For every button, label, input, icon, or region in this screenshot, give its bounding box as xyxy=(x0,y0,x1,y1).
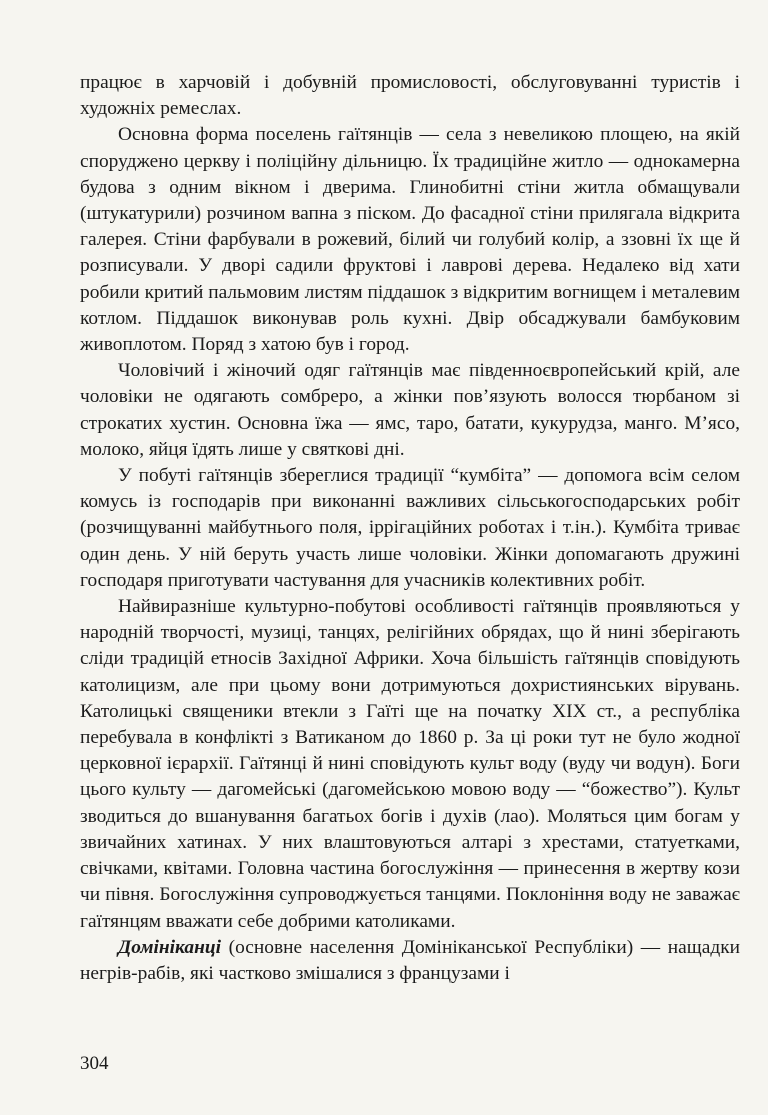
term-dominicans: Домініканці xyxy=(118,936,222,958)
paragraph-religion: Найвиразніше культурно-побутові особливості гаїтянців проявляються у народній творчості, музиці, танцях, релігійних обрядах, що й нині зберігають сліди традицій етносів Західної Африки. Хоча більшість гаїтянців сповідують католицизм, але при цьому вони дотримуються дохристиянських вірувань. Католицькі священики втекли з Гаїті ще на початку XIX ст., а республіка перебувала в конфлікті з Ватиканом до 1860 р. За ці роки тут не було жодної церковної ієрархії. Гаїтянці й нині сповідують культ воду (вуду чи водун). Боги цього культу — дагомейські (дагомейською мовою воду — “божество”). Культ зводиться до вшанування багатьох богів і духів (лао). Моляться цим богам у звичайних хатинах. У них влаштовуються алтарі з хрестами, статуетками, свічками, квітами. Головна частина богослужіння — принесення в жертву кози чи півня. Богослужіння супроводжується танцями. Поклоніння воду не заважає гаїтянцям вважати себе добрими католиками. xyxy=(80,596,740,932)
paragraph-continuation: працює в харчовій і добувній промисловості, обслуговуванні туристів і художніх ремеслах. xyxy=(80,72,740,120)
paragraph-settlements: Основна форма поселень гаїтянців — села з невеликою площею, на якій споруджено церкву і поліційну дільницю. Їх традиційне житло — однокамерна будова з одним вікном і дверима. Глинобитні стіни житла обмащували (штукатурили) розчином вапна з піском. До фасадної стіни прилягала відкрита галерея. Стіни фарбували в рожевий, білий чи голубий колір, а ззовні їх ще й розписували. У дворі садили фруктові і лаврові дерева. Недалеко від хати робили критий пальмовим листям піддашок з відкритим вогнищем і металевим котлом. Піддашок виконував роль кухні. Двір обсаджували бамбуковим живоплотом. Поряд з хатою був і город. xyxy=(80,124,740,356)
paragraph-clothing-food: Чоловічий і жіночий одяг гаїтянців має південноєвропейський крій, але чоловіки не одягають сомбреро, а жінки пов’язують волосся тюрбаном зі строкатих хустин. Основна їжа — ямс, таро, батати, кукурудза, манго. М’ясо, молоко, яйця їдять лише у святкові дні. xyxy=(80,360,740,460)
page-number: 304 xyxy=(80,1053,109,1074)
paragraph-dominicans xyxy=(80,935,740,987)
paragraph-dominicans-text: (основне населення Домініканської Республіки) — нащадки негрів-рабів, які частково змішалися з французами і xyxy=(80,936,740,984)
page-body xyxy=(80,70,740,987)
paragraph-kumbita: У побуті гаїтянців збереглися традиції “кумбіта” — допомога всім селом комусь із господарів при виконанні важливих сільськогосподарських робіт (розчищуванні майбутнього поля, іррігаційних роботах і т.ін.). Кумбіта триває один день. У ній беруть участь лише чоловіки. Жінки допомагають дружині господаря приготувати частування для учасників колективних робіт. xyxy=(80,465,740,591)
